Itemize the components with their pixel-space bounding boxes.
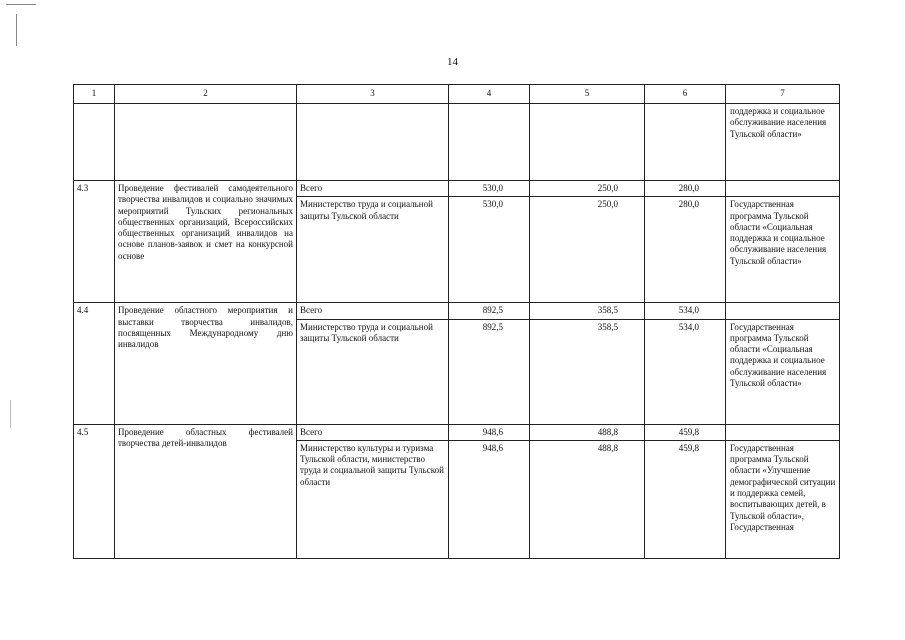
row-id: 4.3 [74,181,115,303]
executor: Министерство труда и социальной защиты Тульской области [297,197,449,303]
scan-mark [10,400,11,428]
executor: Министерство культуры и туризма Тульской области, министерство труда и социальной защиты Тульской области [297,440,449,558]
executor-value: 488,8 [530,440,645,558]
program-note: Государственная программа Тульской области «Социальная поддержка и социальное обслуживание населения Тульской области» [726,319,840,424]
empty-cell [115,104,297,181]
table-header-row [74,85,840,104]
column-header: 5 [530,85,645,104]
column-header: 4 [449,85,530,104]
row-title: Проведение областного мероприятия и выставки творчества инвалидов, посвященных Международному дню инвалидов [115,303,297,424]
executor-value: 534,0 [645,319,726,424]
empty-cell [726,424,840,440]
empty-cell [74,104,115,181]
data-table [73,84,840,559]
total-label: Всего [297,424,449,440]
executor-value: 948,6 [449,440,530,558]
total-value: 280,0 [645,181,726,197]
program-note: Государственная программа Тульской области «Улучшение демографической ситуации и поддержка семей, воспитывающих детей, в Тульской области», Государственная [726,440,840,558]
column-header: 6 [645,85,726,104]
continuation-note: поддержка и социальное обслуживание населения Тульской области» [726,104,840,181]
row-title: Проведение фестивалей самодеятельного творчества инвалидов и социально значимых мероприятий Тульских региональных общественных организаций, Всероссийских общественных организаций инвалидов на основе планов-заявок и смет на конкурсной основе [115,181,297,303]
row-id: 4.4 [74,303,115,424]
executor-value: 250,0 [530,197,645,303]
executor-value: 280,0 [645,197,726,303]
total-value: 530,0 [449,181,530,197]
table-row-total [74,424,840,440]
executor-value: 459,8 [645,440,726,558]
total-value: 250,0 [530,181,645,197]
column-header: 7 [726,85,840,104]
scan-mark [6,4,36,5]
total-value: 358,5 [530,303,645,319]
total-value: 459,8 [645,424,726,440]
total-value: 534,0 [645,303,726,319]
program-note: Государственная программа Тульской области «Социальная поддержка и социальное обслуживание населения Тульской области» [726,197,840,303]
total-label: Всего [297,303,449,319]
column-header: 2 [115,85,297,104]
empty-cell [726,181,840,197]
total-value: 948,6 [449,424,530,440]
page-number: 14 [447,56,458,68]
empty-cell [297,104,449,181]
table-row-total [74,181,840,197]
empty-cell [449,104,530,181]
executor-value: 530,0 [449,197,530,303]
empty-cell [726,303,840,319]
table-row-total [74,303,840,319]
row-title: Проведение областных фестивалей творчества детей-инвалидов [115,424,297,558]
executor: Министерство труда и социальной защиты Тульской области [297,319,449,424]
total-value: 892,5 [449,303,530,319]
scan-mark [16,14,17,46]
column-header: 1 [74,85,115,104]
empty-cell [530,104,645,181]
row-id: 4.5 [74,424,115,558]
total-value: 488,8 [530,424,645,440]
executor-value: 358,5 [530,319,645,424]
table-row-continuation [74,104,840,181]
column-header: 3 [297,85,449,104]
empty-cell [645,104,726,181]
executor-value: 892,5 [449,319,530,424]
total-label: Всего [297,181,449,197]
